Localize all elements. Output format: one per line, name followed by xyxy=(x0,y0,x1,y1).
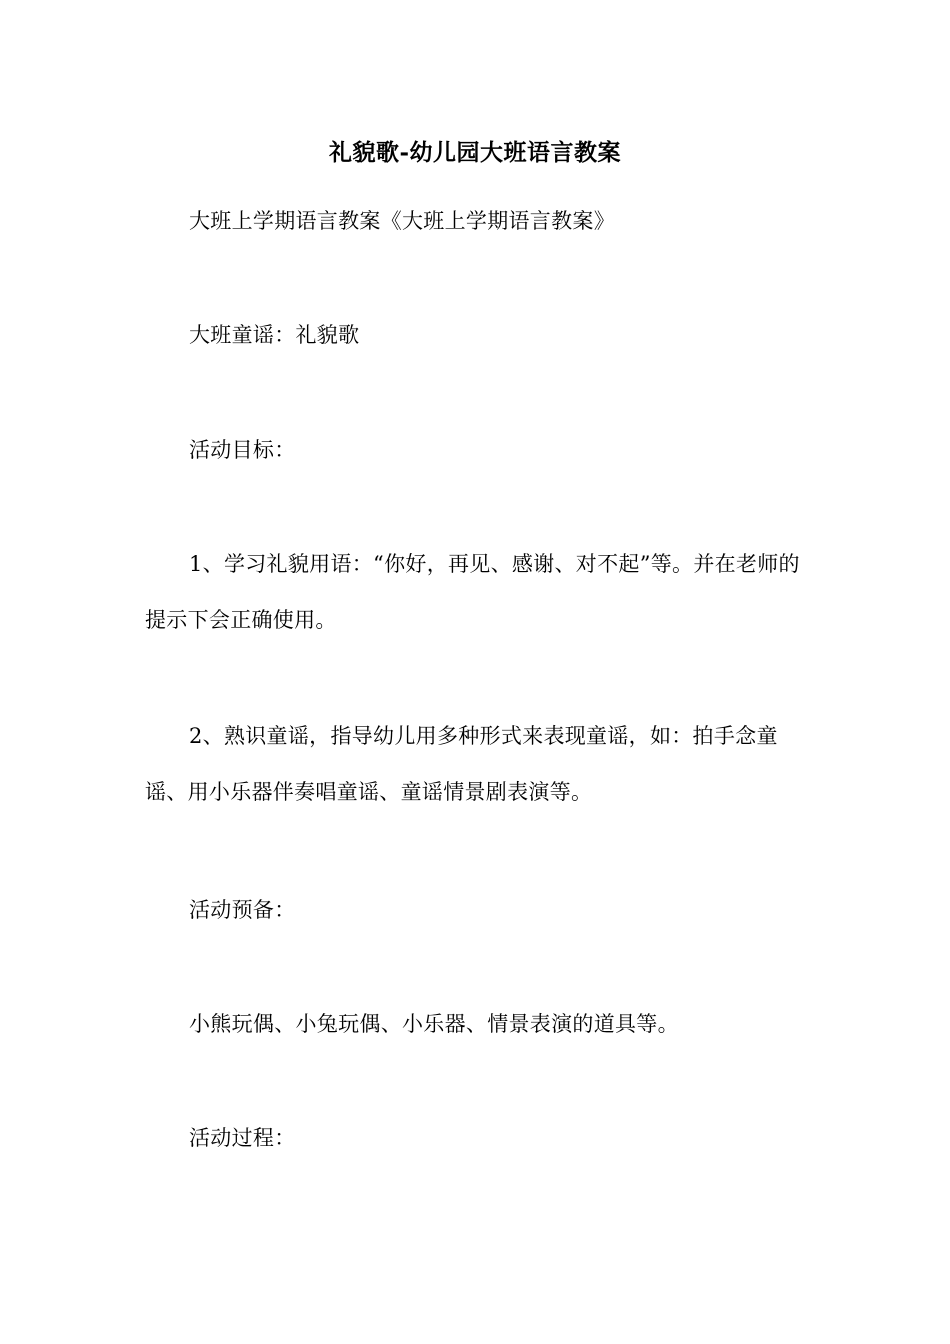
paragraph-goals-heading: 活动目标： xyxy=(189,438,296,462)
paragraph-subtitle: 大班上学期语言教案《大班上学期语言教案》 xyxy=(189,209,615,233)
paragraph-process-heading: 活动过程： xyxy=(189,1126,296,1150)
paragraph-preparation: 小熊玩偶、小兔玩偶、小乐器、情景表演的道具等。 xyxy=(189,1012,679,1036)
paragraph-nursery-rhyme: 大班童谣：礼貌歌 xyxy=(189,323,360,347)
document-title: 礼貌歌-幼儿园大班语言教案 xyxy=(328,139,622,166)
paragraph-preparation-heading: 活动预备： xyxy=(189,898,296,922)
paragraph-goal-1: 1、学习礼貌用语：“你好，再见、感谢、对不起”等。并在老师的提示下会正确使用。 xyxy=(145,552,800,632)
paragraph-goal-2: 2、熟识童谣，指导幼儿用多种形式来表现童谣，如：拍手念童谣、用小乐器伴奏唱童谣、童谣情景剧表演等。 xyxy=(145,724,778,804)
